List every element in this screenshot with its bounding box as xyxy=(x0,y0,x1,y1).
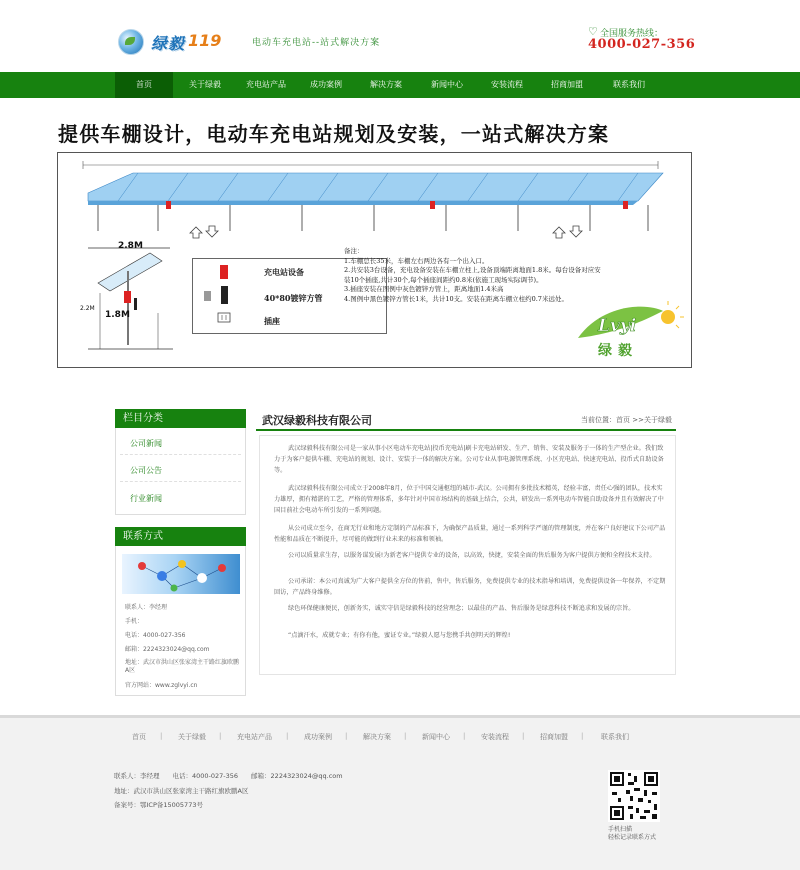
note-line: 备注： xyxy=(344,247,364,255)
article-paragraph: 绿色环保健康便民，创新务实，诚实守信是绿毅科技的经营理念；以最佳的产品、售后服务是绿意科技不断追求和发展的宗旨。 xyxy=(288,605,635,612)
note-line: 2.共安装3台设备，充电设备安装在车棚立柱上,设备顶端距离地面1.8米。每台设备对应安装10个插座,共计30个,每个插座间距约0.8米(依施工现场实际调节)。 xyxy=(344,266,601,284)
dim-side-label: 2.2M xyxy=(80,305,95,312)
contact-website[interactable]: 官方网站：www.zglvyi.cn xyxy=(125,682,198,689)
banner-title: 提供车棚设计，电动车充电站规划及安装，一站式解决方案 xyxy=(58,122,610,146)
nav-item-products[interactable]: 充电站产品 xyxy=(246,80,286,89)
hotline-number: 4000-027-356 xyxy=(588,37,696,52)
hotline-label: 全国服务热线： xyxy=(600,29,664,39)
footer-link-franchise[interactable]: 招商加盟 xyxy=(540,733,568,741)
article-paragraph: 从公司成立至今，在商无行业和地方定制的产品标准下，为确保产品质量，通过一系列科学严谨的管理制度，并在客户良好建议下公司产品性能和品质在不断提升，尽可能的做到行业未来的标准和领袖。 xyxy=(274,525,666,543)
qr-caption xyxy=(608,826,656,842)
dim-height-label: 1.8M xyxy=(105,310,130,320)
footer-link-news[interactable]: 新闻中心 xyxy=(422,733,450,741)
footer-link-install[interactable]: 安装流程 xyxy=(481,733,509,741)
divider xyxy=(120,454,241,455)
category-company-news[interactable]: 公司新闻 xyxy=(130,439,162,448)
article-paragraph: 公司以质量求生存，以服务谋发展!为新老客户提供专业的设备，以高效，快捷，安装全面的售后服务为客户提供方便和全程技术支持。 xyxy=(288,552,656,559)
footer-link-cases[interactable]: 成功案例 xyxy=(304,733,332,741)
article-paragraph: 公司承诺：本公司真诚为广大客户提供全方位的售前，售中，售后服务，免费提供专业的技术指导和培训，免费提供设备一年保养，不定期回访，产品终身维修。 xyxy=(274,578,666,596)
banner-notes xyxy=(344,247,604,305)
nav-item-home[interactable]: 首页 xyxy=(115,72,173,98)
article-body xyxy=(259,435,676,675)
main-nav xyxy=(0,72,800,98)
footer-separator: | xyxy=(522,732,525,740)
article-paragraph: “点滴汗水，成就专业；有你有他，蜜证专业。”绿毅人愿与您携手共创明天的辉煌! xyxy=(288,632,511,639)
footer-separator: | xyxy=(345,732,348,740)
footer-icp[interactable]: 备案号：鄂ICP备15005773号 xyxy=(114,801,203,809)
legend-pipe-label: 40*80镀锌方管 xyxy=(264,293,323,303)
qr-code-icon xyxy=(608,770,660,822)
category-heading: 栏目分类 xyxy=(115,409,246,428)
note-line: 3.插座安装在图例中灰色镀锌方管上，距离地面1.4米高 xyxy=(344,285,504,294)
footer-separator: | xyxy=(160,732,163,740)
footer-separator: | xyxy=(404,732,407,740)
contact-address: 地址：武汉市洪山区张家湾主干路红旗欧鹏A区 xyxy=(125,659,240,674)
nav-item-cases[interactable]: 成功案例 xyxy=(310,80,342,89)
article-paragraph: 武汉绿毅科技有限公司成立于2008年8月，位于中国交通枢纽的城市-武汉。公司拥有多批技术精英，经验丰富，责任心强的团队，技术实力雄厚，拥有精湛的工艺，严格的管理体系，多年针对中国市场结构的基础上结合，公共，研发出一系列电动车智能自助设备并且有效解决了中国目前社会电动车所引发的一系列问题。 xyxy=(274,485,664,514)
qr-caption-line-1: 手机扫描 xyxy=(608,826,633,833)
contact-box xyxy=(115,546,246,696)
footer-separator: | xyxy=(219,732,222,740)
contact-email[interactable]: 邮箱：2224323024@qq.com xyxy=(125,646,210,653)
article-paragraph: 武汉绿毅科技有限公司是一家从事小区电动车充电站|投币充电站|刷卡充电站研发、生产、销售、安装及服务于一体的生产型企业。我们致力于为客户提供车棚、充电站的规划、设计、安装于一体的解决方案。公司专业从事电源管理系统、小区充电站、快速充电站、投币式自助设备等。 xyxy=(274,445,664,474)
nav-item-franchise[interactable]: 招商加盟 xyxy=(551,80,583,89)
footer-separator: | xyxy=(581,732,584,740)
nav-item-about[interactable]: 关于绿毅 xyxy=(189,80,221,89)
footer-link-contact[interactable]: 联系我们 xyxy=(601,733,629,741)
logo-word[interactable]: 绿毅 xyxy=(151,34,186,53)
nav-item-news[interactable]: 新闻中心 xyxy=(431,80,463,89)
contact-phone: 电话：4000-027-356 xyxy=(125,632,186,639)
dim-width-label: 2.8M xyxy=(118,241,143,251)
lvyi-logo-letters: Lvyi xyxy=(598,316,637,336)
category-industry-news[interactable]: 行业新闻 xyxy=(130,494,162,503)
footer-link-home[interactable]: 首页 xyxy=(132,733,146,741)
footer-separator: | xyxy=(463,732,466,740)
footer-address: 地址：武汉市洪山区张家湾主干路红旗欧鹏A区 xyxy=(114,787,249,795)
nav-item-solutions[interactable]: 解决方案 xyxy=(370,80,402,89)
footer-contact-line: 联系人：李经理 电话：4000-027-356 邮箱：2224323024@qq.com xyxy=(114,772,343,780)
category-company-notice[interactable]: 公司公告 xyxy=(130,466,162,475)
contact-person: 联系人：李经理 xyxy=(125,604,168,611)
footer-link-about[interactable]: 关于绿毅 xyxy=(178,733,206,741)
qr-caption-line-2: 轻松记录联系方式 xyxy=(608,834,657,841)
banner-diagram xyxy=(57,152,692,368)
divider xyxy=(120,481,241,482)
category-list xyxy=(115,428,246,515)
site-header xyxy=(0,0,800,72)
phone-heart-icon: ♡ xyxy=(588,25,598,38)
molecule-image xyxy=(122,554,240,594)
legend-socket-label: 插座 xyxy=(264,316,280,326)
contact-heading: 联系方式 xyxy=(115,527,246,546)
footer-link-products[interactable]: 充电站产品 xyxy=(237,733,272,741)
nav-item-contact[interactable]: 联系我们 xyxy=(613,80,645,89)
page-title: 武汉绿毅科技有限公司 xyxy=(262,414,372,427)
lvyi-logo-text: 绿毅 xyxy=(598,343,638,359)
content-header xyxy=(256,409,676,431)
legend-charging-label: 充电站设备 xyxy=(264,267,304,277)
note-line: 4.图例中黑色镀锌方管长1米，共计10支。安装在距离车棚立柱约0.7米远处。 xyxy=(344,294,568,303)
footer-separator: | xyxy=(286,732,289,740)
breadcrumb[interactable]: 当前位置：首页 >>关于绿毅 xyxy=(581,416,672,424)
footer-link-solutions[interactable]: 解决方案 xyxy=(363,733,391,741)
nav-item-install[interactable]: 安装流程 xyxy=(491,80,523,89)
logo-number[interactable]: 119 xyxy=(188,31,222,50)
header-slogan: 电动车充电站--站式解决方案 xyxy=(252,38,381,48)
note-line: 1.车棚总长35米，车棚左右两边各有一个出入口。 xyxy=(344,256,489,265)
site-footer xyxy=(0,715,800,870)
contact-mobile: 手机： xyxy=(125,618,144,625)
